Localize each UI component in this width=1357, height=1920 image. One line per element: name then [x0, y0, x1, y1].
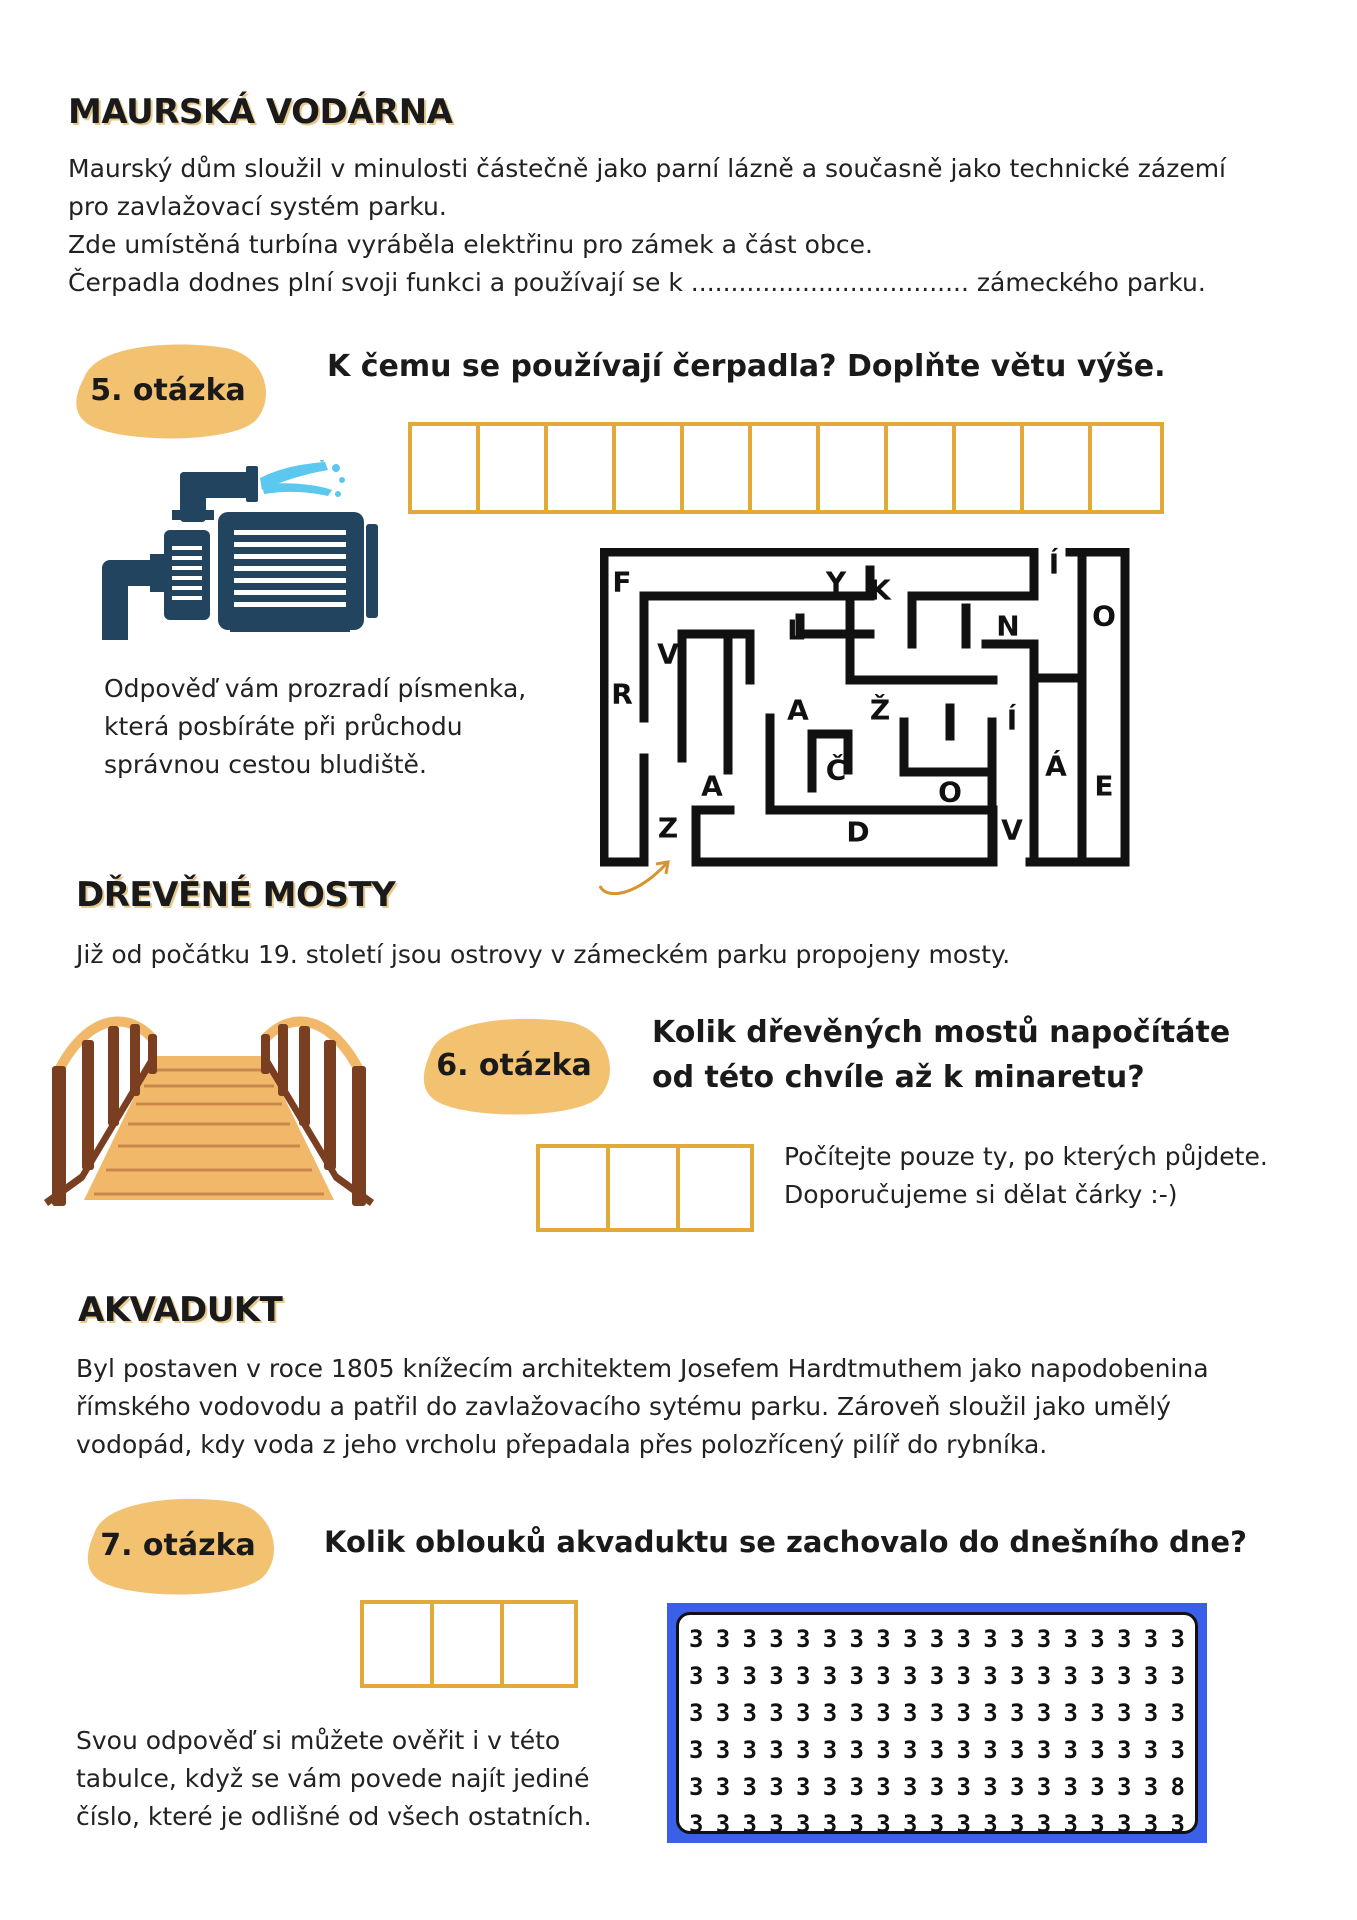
grid-row	[687, 1658, 1187, 1695]
grid-digit[interactable]: 3	[876, 1625, 891, 1653]
grid-digit[interactable]: 3	[1010, 1699, 1025, 1727]
hint-line: která posbíráte při průchodu	[104, 712, 463, 741]
grid-digit[interactable]: 3	[929, 1736, 945, 1764]
grid-digit[interactable]: 3	[849, 1773, 864, 1801]
grid-digit[interactable]: 3	[822, 1810, 838, 1838]
grid-digit[interactable]: 3	[1117, 1810, 1132, 1838]
grid-digit[interactable]: 3	[1010, 1625, 1025, 1653]
akvadukt-text	[76, 1350, 1209, 1464]
grid-digit[interactable]: 3	[1170, 1625, 1185, 1653]
grid-digit[interactable]: 3	[1063, 1662, 1078, 1690]
grid-digit[interactable]: 3	[689, 1773, 704, 1801]
grid-digit[interactable]: 3	[876, 1810, 891, 1838]
grid-digit[interactable]: 3	[956, 1699, 971, 1727]
maze-letter: Y	[825, 565, 847, 599]
grid-digit[interactable]: 3	[769, 1810, 784, 1838]
hint-line: Odpověď vám prozradí písmenka,	[104, 674, 527, 703]
grid-digit[interactable]: 3	[929, 1662, 945, 1690]
maze-letter: A	[787, 693, 809, 727]
grid-digit[interactable]: 3	[956, 1662, 971, 1690]
grid-digit[interactable]: 3	[1090, 1810, 1105, 1838]
answer-box[interactable]	[504, 1604, 574, 1684]
question-5-hint	[104, 670, 526, 784]
grid-digit[interactable]: 3	[796, 1625, 811, 1653]
grid-digit[interactable]: 3	[1010, 1810, 1025, 1838]
grid-digit[interactable]: 3	[822, 1699, 838, 1727]
grid-digit[interactable]: 3	[1090, 1625, 1105, 1653]
answer-box[interactable]	[548, 426, 616, 510]
grid-digit[interactable]: 3	[929, 1773, 945, 1801]
grid-digit[interactable]: 3	[1063, 1773, 1078, 1801]
grid-digit[interactable]: 3	[769, 1625, 784, 1653]
grid-digit[interactable]: 3	[983, 1699, 998, 1727]
answer-box[interactable]	[364, 1604, 434, 1684]
hint-line: Doporučujeme si dělat čárky :-)	[784, 1180, 1178, 1209]
hint-line: správnou cestou bludiště.	[104, 750, 427, 779]
maze-letter: Z	[657, 811, 679, 845]
number-search-grid	[667, 1603, 1207, 1843]
grid-digit[interactable]: 3	[796, 1736, 811, 1764]
grid-digit[interactable]: 3	[876, 1662, 891, 1690]
grid-row	[687, 1769, 1187, 1806]
maze-letter: A	[701, 769, 723, 803]
grid-digit[interactable]: 3	[903, 1662, 918, 1690]
grid-digit[interactable]: 3	[1170, 1736, 1185, 1764]
grid-digit[interactable]: 3	[1036, 1736, 1052, 1764]
grid-digit[interactable]: 3	[769, 1699, 784, 1727]
grid-digit[interactable]: 3	[689, 1625, 704, 1653]
answer-box[interactable]	[820, 426, 888, 510]
water-pump-icon	[100, 460, 380, 640]
answer-box[interactable]	[1092, 426, 1160, 510]
question-line: od této chvíle až k minaretu?	[652, 1060, 1145, 1095]
grid-digit[interactable]: 3	[796, 1773, 811, 1801]
maze-letter: D	[846, 815, 870, 849]
grid-digit[interactable]: 3	[1143, 1662, 1159, 1690]
grid-digit[interactable]: 3	[849, 1662, 864, 1690]
section-title-mosty: DŘEVĚNÉ MOSTY	[76, 875, 396, 915]
question-6-hint	[784, 1138, 1268, 1214]
answer-box[interactable]	[680, 1148, 750, 1228]
grid-digit[interactable]: 3	[956, 1810, 971, 1838]
grid-digit[interactable]: 3	[983, 1662, 998, 1690]
grid-digit[interactable]: 3	[849, 1699, 864, 1727]
maze-letter: Í	[1006, 703, 1018, 737]
maze-entrance-arrow-icon	[596, 856, 676, 906]
grid-row	[687, 1621, 1187, 1658]
grid-digit[interactable]: 3	[1170, 1699, 1185, 1727]
question-7-text: Kolik oblouků akvaduktu se zachovalo do dnešního dne?	[324, 1525, 1247, 1559]
grid-digit[interactable]: 3	[929, 1699, 945, 1727]
grid-digit[interactable]: 3	[1036, 1625, 1052, 1653]
grid-digit[interactable]: 3	[1090, 1699, 1105, 1727]
grid-digit[interactable]: 3	[1010, 1662, 1025, 1690]
grid-digit[interactable]: 3	[929, 1625, 945, 1653]
grid-digit[interactable]: 3	[1090, 1773, 1105, 1801]
grid-digit[interactable]: 3	[796, 1810, 811, 1838]
grid-digit[interactable]: 3	[796, 1662, 811, 1690]
maze-letter: V	[657, 637, 679, 671]
grid-digit[interactable]: 3	[956, 1773, 971, 1801]
grid-digit[interactable]: 3	[903, 1810, 918, 1838]
hint-line: tabulce, když se vám povede najít jediné	[76, 1764, 590, 1793]
grid-digit[interactable]: 3	[1063, 1810, 1078, 1838]
grid-digit[interactable]: 3	[1143, 1810, 1159, 1838]
grid-digit[interactable]: 3	[983, 1810, 998, 1838]
section-title-akvadukt: AKVADUKT	[78, 1290, 283, 1330]
grid-digit[interactable]: 3	[769, 1736, 784, 1764]
answer-box[interactable]	[412, 426, 480, 510]
section-title-maurska: MAURSKÁ VODÁRNA	[68, 92, 453, 132]
grid-digit[interactable]: 3	[1143, 1773, 1159, 1801]
question-7-badge	[78, 1492, 278, 1598]
grid-digit[interactable]: 3	[1117, 1736, 1132, 1764]
grid-digit[interactable]: 3	[715, 1736, 731, 1764]
grid-digit[interactable]: 3	[1010, 1736, 1025, 1764]
grid-row	[687, 1695, 1187, 1732]
maze-letter: K	[869, 573, 891, 607]
grid-digit[interactable]: 3	[796, 1699, 811, 1727]
maurska-line: Zde umístěná turbína vyráběla elektřinu pro zámek a část obce.	[68, 230, 873, 259]
grid-digit[interactable]: 3	[715, 1625, 731, 1653]
maurska-line: Maurský dům sloužil v minulosti částečně jako parní lázně a současně jako technické zázemí	[68, 154, 1227, 183]
grid-digit[interactable]: 3	[822, 1773, 838, 1801]
answer-box[interactable]	[616, 426, 684, 510]
maze-letter: Ž	[869, 693, 891, 727]
answer-box[interactable]	[956, 426, 1024, 510]
maze-letter: O	[938, 775, 962, 809]
answer-box[interactable]	[1024, 426, 1092, 510]
answer-box[interactable]	[434, 1604, 504, 1684]
wooden-bridge-icon	[44, 1000, 374, 1212]
grid-row	[687, 1806, 1187, 1843]
maze-letter: L	[787, 613, 805, 647]
letter-maze[interactable]	[600, 548, 1130, 868]
grid-digit[interactable]: 3	[1117, 1662, 1132, 1690]
grid-digit[interactable]: 3	[715, 1810, 731, 1838]
grid-digit[interactable]: 3	[742, 1699, 757, 1727]
grid-digit[interactable]: 3	[822, 1625, 838, 1653]
answer-boxes-q6[interactable]	[536, 1144, 754, 1232]
grid-digit[interactable]: 3	[715, 1699, 731, 1727]
grid-digit[interactable]: 3	[689, 1662, 704, 1690]
maze-letter: O	[1092, 599, 1116, 633]
grid-digit[interactable]: 3	[742, 1662, 757, 1690]
grid-digit[interactable]: 3	[903, 1699, 918, 1727]
grid-digit[interactable]: 3	[1143, 1699, 1159, 1727]
grid-digit[interactable]: 8	[1170, 1773, 1185, 1801]
answer-boxes-q7[interactable]	[360, 1600, 578, 1688]
maze-letter: V	[1001, 813, 1023, 847]
hint-line: číslo, které je odlišné od všech ostatních.	[76, 1802, 592, 1831]
grid-digit[interactable]: 3	[1036, 1662, 1052, 1690]
grid-digit[interactable]: 3	[876, 1736, 891, 1764]
grid-digit[interactable]: 3	[822, 1736, 838, 1764]
maze-letter: N	[996, 609, 1020, 643]
grid-digit[interactable]: 3	[1063, 1625, 1078, 1653]
grid-digit[interactable]: 3	[689, 1736, 704, 1764]
grid-digit[interactable]: 3	[1036, 1773, 1052, 1801]
maze-letter: Á	[1045, 749, 1067, 783]
mosty-text	[76, 936, 1010, 974]
grid-digit[interactable]: 3	[1143, 1736, 1159, 1764]
grid-digit[interactable]: 3	[1143, 1625, 1159, 1653]
question-line: Kolik dřevěných mostů napočítáte	[652, 1015, 1231, 1050]
grid-digit[interactable]: 3	[742, 1736, 757, 1764]
grid-digit[interactable]: 3	[1036, 1699, 1052, 1727]
grid-digit[interactable]: 3	[689, 1810, 704, 1838]
grid-digit[interactable]: 3	[876, 1773, 891, 1801]
maze-letter: Č	[825, 753, 847, 787]
akvadukt-line: vodopád, kdy voda z jeho vrcholu přepadala přes polozřícený pilíř do rybníka.	[76, 1430, 1048, 1459]
maze-letter: Í	[1048, 547, 1060, 581]
grid-digit[interactable]: 3	[1117, 1773, 1132, 1801]
number-grid-panel	[676, 1612, 1198, 1838]
question-6-text	[652, 1010, 1230, 1100]
maze-letter: F	[612, 565, 632, 599]
grid-digit[interactable]: 3	[1063, 1736, 1078, 1764]
grid-digit[interactable]: 3	[1010, 1773, 1025, 1801]
answer-box[interactable]	[888, 426, 956, 510]
grid-digit[interactable]: 3	[715, 1773, 731, 1801]
grid-digit[interactable]: 3	[956, 1625, 971, 1653]
grid-digit[interactable]: 3	[929, 1810, 945, 1838]
grid-digit[interactable]: 3	[689, 1699, 704, 1727]
answer-box[interactable]	[752, 426, 820, 510]
grid-digit[interactable]: 3	[1117, 1699, 1132, 1727]
akvadukt-line: římského vodovodu a patřil do zavlažovacího sytému parku. Zároveň sloužil jako umělý	[76, 1392, 1171, 1421]
question-6-badge	[414, 1012, 614, 1118]
maze-letter: E	[1094, 769, 1114, 803]
grid-digit[interactable]: 3	[715, 1662, 731, 1690]
question-5-text: K čemu se používají čerpadla? Doplňte větu výše.	[327, 349, 1166, 384]
grid-digit[interactable]: 3	[849, 1736, 864, 1764]
grid-digit[interactable]: 3	[1170, 1810, 1185, 1838]
grid-digit[interactable]: 3	[983, 1773, 998, 1801]
question-6-label: 6. otázka	[436, 1047, 592, 1083]
grid-row	[687, 1732, 1187, 1769]
grid-digit[interactable]: 3	[849, 1810, 864, 1838]
question-5-label: 5. otázka	[90, 372, 246, 408]
hint-line: Počítejte pouze ty, po kterých půjdete.	[784, 1142, 1268, 1171]
grid-digit[interactable]: 3	[903, 1773, 918, 1801]
mosty-line: Již od počátku 19. století jsou ostrovy v zámeckém parku propojeny mosty.	[76, 940, 1011, 969]
question-7-label: 7. otázka	[100, 1527, 256, 1563]
question-7-hint	[76, 1722, 592, 1836]
grid-digit[interactable]: 3	[769, 1773, 784, 1801]
answer-box[interactable]	[610, 1148, 680, 1228]
answer-boxes-q5[interactable]	[408, 422, 1164, 514]
grid-digit[interactable]: 3	[903, 1625, 918, 1653]
grid-digit[interactable]: 3	[822, 1662, 838, 1690]
grid-digit[interactable]: 3	[1036, 1810, 1052, 1838]
question-5-badge	[66, 338, 270, 442]
grid-digit[interactable]: 3	[876, 1699, 891, 1727]
answer-box[interactable]	[540, 1148, 610, 1228]
maurska-line: pro zavlažovací systém parku.	[68, 192, 447, 221]
grid-digit[interactable]: 3	[742, 1810, 757, 1838]
grid-digit[interactable]: 3	[983, 1736, 998, 1764]
grid-digit[interactable]: 3	[849, 1625, 864, 1653]
grid-digit[interactable]: 3	[769, 1662, 784, 1690]
grid-digit[interactable]: 3	[956, 1736, 971, 1764]
answer-box[interactable]	[480, 426, 548, 510]
maze-letter: R	[611, 677, 633, 711]
grid-digit[interactable]: 3	[903, 1736, 918, 1764]
maurska-line: Čerpadla dodnes plní svoji funkci a používají se k ................................... zámeckého parku.	[68, 268, 1206, 297]
grid-digit[interactable]: 3	[742, 1773, 757, 1801]
grid-digit[interactable]: 3	[1117, 1625, 1132, 1653]
answer-box[interactable]	[684, 426, 752, 510]
hint-line: Svou odpověď si můžete ověřit i v této	[76, 1726, 561, 1755]
grid-digit[interactable]: 3	[983, 1625, 998, 1653]
grid-digit[interactable]: 3	[1090, 1736, 1105, 1764]
akvadukt-line: Byl postaven v roce 1805 knížecím architektem Josefem Hardtmuthem jako napodobenina	[76, 1354, 1209, 1383]
maurska-text	[68, 150, 1226, 302]
grid-digit[interactable]: 3	[1090, 1662, 1105, 1690]
grid-digit[interactable]: 3	[1063, 1699, 1078, 1727]
grid-digit[interactable]: 3	[742, 1625, 757, 1653]
grid-digit[interactable]: 3	[1170, 1662, 1185, 1690]
